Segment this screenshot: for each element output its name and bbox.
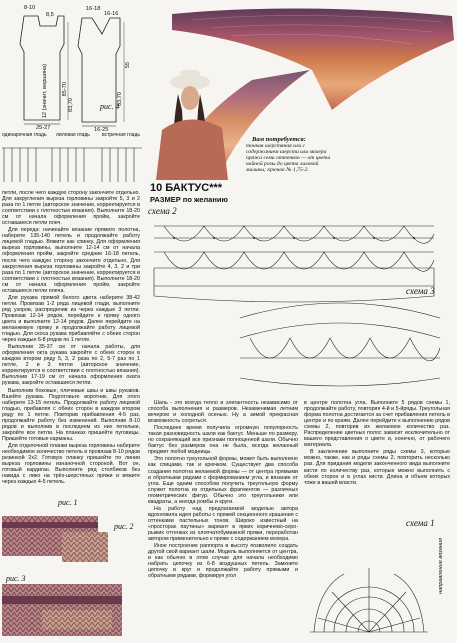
figure-label-1: рис. 1 xyxy=(58,498,78,507)
dim-top-2: 8,5 xyxy=(46,12,54,18)
left-paragraph-6: Для отделочной планки выреза горловины наберите необходимое количество петель и провязав 8-10 рядов резинкой 2х2. Готовую планку пришейте по линии выреза горловины изнаночной стороной. Вот он, готовый кардиган. Выполните ряд столбиков без накида с лико на трёх-шерстяных пряжи и вяжите через каждые 4-5 петель. xyxy=(2,442,140,486)
left-paragraph-2: Для переда: начинайте вязание прямого полотна, наберите 135-140 петель и продолжайте работу лицевой гладью. Вяжите как спинку. Для оформления выреза горловины, выполните 12-14 см от начала оформления пройм, закройте средние 16-18 петель, после чего каждую сторону закончите отдельно. Для закругления выреза горловины закройте 4, 3, 2 и три раза по 1 петле (авторское значение, корректируется в соответствии с плотностью вязания). Выполните 18-20 см от начала оформления пройм, закройте оставшиеся петли плеча. xyxy=(2,227,140,294)
materials-box xyxy=(232,136,340,182)
dim-right-1: 83,70 xyxy=(117,92,123,106)
right-column-text xyxy=(304,400,450,518)
middle-column-text xyxy=(148,400,298,638)
sweater-photos xyxy=(2,492,142,638)
dim-side-2: 85-70 xyxy=(62,82,68,97)
scheme-1-chart xyxy=(304,518,454,638)
middle-paragraph-5: Иное построение раппорта в высоту позволило создать другой свой вариант шали. Модель выполняется от центра, и как обычно в этом случае для начала необходимо набрать цепочку из 6-8 воздушных петель. Замкните цепочку в круг и продолжайте работу прямыми и обратными рядами, формируя угол xyxy=(148,543,298,580)
dim-bottom-1: 25-27 xyxy=(36,125,51,131)
dim-side-1: 12 (значит, вершина) xyxy=(42,64,48,119)
materials-text: тонкая шерстяная или с содержанием шерсти или мохера пряжа семи оттенков — от цвета чайной розы до цвета лиловой малины; крючок № 1,75-2. xyxy=(246,143,331,174)
left-paragraph-3: Для рукава прямой белого цвета наберите 38-42 петли. Провязав 1-2 ряда лицевой глади, выполните ряд узоров, распределив из через каждые 3 петли. Провязав 12-14 рядов, перейдите к пряму одного цвета и выполните 12-14 рядов. Далее перейдите на меланжевую пряжу и продолжайте работу лицевой гладью. Для скоса рукава прибавляйте с обеих сторон через каждые 6-8 рядов по 1 петле. xyxy=(2,294,140,344)
middle-paragraph-3: Это полотно треугольной формы, может быть выполнено как спицами, так и крючком. Существует два способа создания полотна желаемой формы — от центра прямыми и обратными рядами с формированием угла, и вязание от угла. Еще одним способом получить треугольную форму служит полотна из отдельных фрагментов — различных геометрических фигур. Обычно это треугольники или квадраты, а иногда ромбы и круги. xyxy=(148,456,298,505)
legend-label-1: одинарочная гладь xyxy=(2,132,47,138)
left-paragraph-4: Выполнив 35-37 см от начала работы, для оформления окта рукава закройте с обеих сторон в каждом втором ряду 5, 3, 2 раза по 2, 5-7 раз по 1 петле, 2 и 3 петли (авторское значение, корректируется в соответствии с плотностью вязания). Выполнив 17-19 см от начала оформления оката рукава, закройте оставшиеся петли. xyxy=(2,344,140,387)
left-paragraph-5: Выполнив боковые, плечевые швы и швы рукавов. Вшейте рукава. Подготовьте воротник. Для этого наберите 13-15 петель. Продолжайте работу лицевой гладью, прибавляя с обеих сторон в каждом втором ряду по 1 петле. Повторив прибавления 4-5 раз, продолжайте работу без изменений. Выполнив 8-10 рядов и выполнив в последнем из них петельки, закройте все петли. На планках пришейте пуговицы. Пришейте готовые карманы. xyxy=(2,387,140,442)
middle-paragraph-4: На работу над предлагаемой моделью автора вдохновила идея работы с пряжей секционного крашения с оттенками пастельных тонов. Широко известный на «просторах паутины» вариант в ярких коричнево-серо-рыжих оттенках из хлопчатобумажной пряжи, переработан автором применительно к пряже с содержанием мохера. xyxy=(148,505,298,543)
legend-label-2: лиловая гладь xyxy=(56,132,90,138)
left-column-text xyxy=(2,190,140,490)
middle-paragraph-2: Последнее время получила огромную популярность такая разновидность шали как бактус. Меньше по размеру, но сохраняющий все признаки полноценной шали. Обычно бактус без размеров она не была, всегда желанный предмет любой модницы. xyxy=(148,425,298,456)
left-paragraph-1: петли, после чего каждую сторону закончите отдельно. Для закругления выреза горловины закройте 5, 3 и 2 раза по 1 петле (авторское значение, корректируется в соответствии с плотностью вязания). Выполните 18-20 см от начала оформления пройм, закройте оставшиеся петли плеч. xyxy=(2,190,140,227)
middle-paragraph-1: Шаль - это всегда тепло и элегантность независимо от способа выполнения и размеров. Незаменимая летним вечером и холодной осенью. Ну а зимой прекрасная возможность согреться. xyxy=(148,400,298,425)
dim-right-2: 55 xyxy=(125,62,131,69)
materials-heading: Вам потребуется: xyxy=(252,136,306,143)
sweater-detail-images xyxy=(2,492,142,638)
scheme-2-label: схема 2 xyxy=(148,206,177,216)
dim-bottom-2: 16-25 xyxy=(94,127,109,133)
dim-side-3: 83,70 xyxy=(68,98,74,112)
dim-top-3: 16-18 xyxy=(86,6,101,12)
article-subtitle: РАЗМЕР по желанию xyxy=(150,195,228,204)
pattern-figure xyxy=(2,2,131,133)
scheme-3-label: схема 3 xyxy=(406,286,435,296)
knitting-direction-label: направление вязания xyxy=(438,538,444,594)
article-title: 10 БАКТУС*** xyxy=(150,182,223,194)
scheme-1-label: схема 1 xyxy=(406,518,435,528)
right-paragraph-2: В заключение выполните ряды схемы 3, которые можно, также, как и ряды схемы 2, повторить несколько раз. Для придания модели законченного вида выполните кисти по количеству раз, которые можно выполнить с обеих сторон и в углах кисти. Длина и объем которых тоже в вашей власти. xyxy=(304,449,450,486)
right-paragraph-1: в центре полотна угла. Выполните 5 рядов схемы 1, продолжайте работу, повторяя 4-й и 5-йряды. Треугольная форма полотна достигается за счет прибавления петель в центре и по краям. Далее перейдите к выполнению рядов схемы 2, повторив их желаемое количество раз. Распределение цветных полос зависит исключительно от вашего представления о цвете и, конечно, от рабочего материала. xyxy=(304,400,450,449)
figure-label-3: рис. 3 xyxy=(6,574,26,583)
figure-label-2: рис. 2 xyxy=(114,522,134,531)
scheme-3-chart xyxy=(230,286,450,396)
scheme-1-diagram xyxy=(304,528,434,638)
dim-top-4: 16-16 xyxy=(104,11,119,17)
legend-label-3: встречная гладь xyxy=(102,132,140,138)
stitch-legend xyxy=(2,132,142,188)
stitch-legend-grid xyxy=(2,142,142,186)
figure-label-4: рис. 4 xyxy=(100,102,120,111)
scheme-3-diagram xyxy=(230,298,450,394)
dim-top-1: 8-10 xyxy=(24,5,36,11)
